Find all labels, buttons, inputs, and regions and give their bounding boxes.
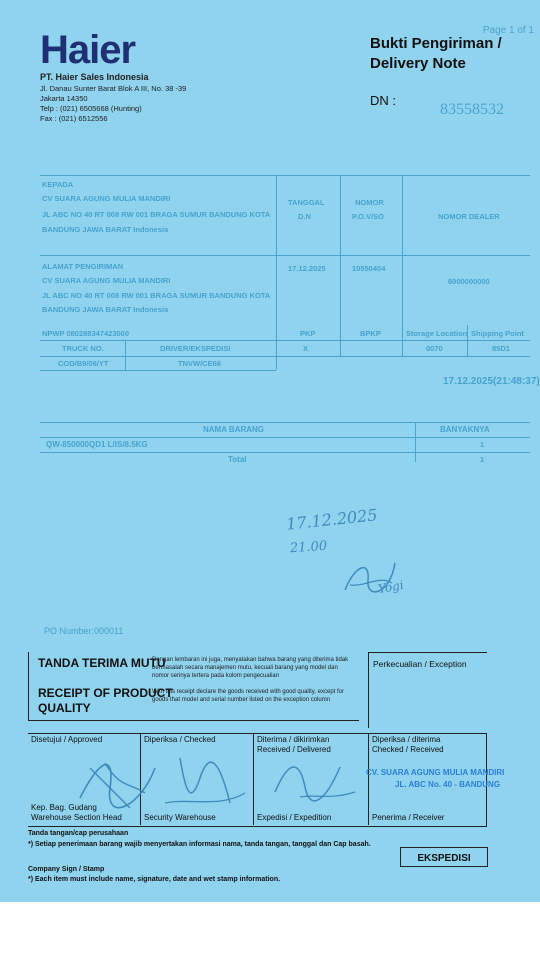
items-table-row	[40, 452, 530, 453]
haier-logo: Haier	[40, 28, 136, 72]
pkp-value: X	[303, 344, 309, 353]
customer-address-2: BANDUNG JAWA BARAT Indonesia	[42, 225, 169, 234]
sig-delivered-label-1: Diterima / dikirimkan	[257, 735, 330, 744]
sig-approved-bottom-1: Kep. Bag. Gudang	[31, 803, 97, 812]
sig-delivered-bottom: Expedisi / Expedition	[257, 813, 332, 822]
signature-scribble	[340, 555, 400, 600]
address-line-1: Jl. Danau Sunter Barat Blok A III, No. 38 -39	[40, 84, 187, 93]
stamp-line-2: JL. ABC No. 40 - BANDUNG	[395, 780, 501, 789]
order-table-row	[40, 340, 530, 341]
title-line-1: Bukti Pengiriman /	[370, 35, 502, 52]
stamp-line-1: CV. SUARA AGUNG MULIA MANDIRI	[366, 768, 505, 777]
sig-receiver-bottom: Penerima / Receiver	[372, 813, 445, 822]
receipt-text-en: With this receipt declare the goods received with good quality, except for goods that model and serial number listed on the exception column	[152, 689, 344, 703]
company-stamp-label-id: Tanda tangan/cap perusahaan	[28, 830, 129, 837]
sig-approved-label: Disetujui / Approved	[31, 735, 103, 744]
order-date: 17.12.2025	[288, 264, 326, 273]
ekspedisi-box	[400, 847, 488, 867]
item-name: QW-850000QD1 L/IS/8.5KG	[46, 440, 148, 449]
sig-delivered-label-2: Received / Delivered	[257, 745, 331, 754]
items-header-name: NAMA BARANG	[203, 425, 265, 434]
nomor-value: 10550404	[352, 264, 386, 273]
page-number: Page 1 of 1	[482, 25, 534, 36]
sig-receiver-label-1: Diperiksa / diterima	[372, 735, 441, 744]
item-qty: 1	[480, 440, 485, 449]
sig-cell-receiver	[369, 733, 486, 825]
handwritten-name: Yogi	[376, 577, 405, 597]
storage-label: Storage Location	[406, 329, 468, 338]
customer-address-1: JL ABC NO 40 RT 008 RW 001 BRAGA SUMUR BANDUNG KOTA	[42, 210, 271, 219]
kepada-label: KEPADA	[42, 180, 74, 189]
dn-col-label: D.N	[298, 212, 311, 221]
address-phone: Telp : (021) 6505668 (Hunting)	[40, 104, 142, 113]
handwritten-time: 21.00	[289, 538, 328, 557]
items-header-qty: BANYAKNYA	[440, 425, 490, 434]
address-fax: Fax : (021) 6512556	[40, 114, 108, 123]
items-table-head	[40, 437, 530, 438]
truck-label: TRUCK NO.	[62, 344, 104, 353]
title-line-2: Delivery Note	[370, 55, 466, 72]
expedition-signature	[270, 752, 360, 807]
order-table-mid	[40, 255, 530, 256]
driver-value: TNVW/CE66	[178, 359, 221, 368]
handwritten-date: 17.12.2025	[285, 505, 379, 534]
company-stamp-label-en: Company Sign / Stamp	[28, 866, 105, 873]
print-timestamp: 17.12.2025(21:48:37)	[443, 376, 540, 387]
bpkp-label: BPKP	[360, 329, 381, 338]
shipping-value: 85D1	[492, 344, 510, 353]
driver-label: DRIVER/EKSPEDISI	[160, 344, 231, 353]
sig-checked-bottom: Security Warehouse	[144, 813, 216, 822]
signature-strokes	[70, 748, 250, 820]
receipt-title-en-1: RECEIPT OF PRODUCT	[38, 686, 173, 700]
items-table-top	[40, 422, 530, 423]
tanggal-label: TANGGAL	[288, 198, 325, 207]
pkp-label: PKP	[300, 329, 316, 338]
ship-address-1: JL ABC NO 40 RT 008 RW 001 BRAGA SUMUR BANDUNG KOTA	[42, 291, 271, 300]
company-name: PT. Haier Sales Indonesia	[40, 72, 149, 82]
order-col-1	[276, 175, 277, 370]
sig-approved-bottom-2: Warehouse Section Head	[31, 813, 122, 822]
exception-label: Perkecualian / Exception	[373, 659, 467, 669]
note-en: *) Each item must include name, signature, date and wet stamp information.	[28, 876, 281, 883]
receipt-title-id: TANDA TERIMA MUTU	[38, 656, 166, 670]
sig-receiver-label-2: Checked / Received	[372, 745, 444, 754]
sig-checked-label: Diperiksa / Checked	[144, 735, 216, 744]
document-title	[370, 34, 502, 74]
order-col-2	[340, 175, 341, 356]
npwp: NPWP 080288347423000	[42, 329, 130, 338]
ekspedisi-label: EKSPEDISI	[417, 853, 471, 864]
alamat-label: ALAMAT PENGIRIMAN	[42, 262, 124, 271]
nomor-label: NOMOR	[355, 198, 384, 207]
shipping-label: Shipping Point	[471, 329, 524, 338]
dn-number: 83558532	[440, 101, 504, 118]
note-id: *) Setiap penerimaan barang wajib menyertakan informasi nama, tanda tangan, tanggal dan Cap basah.	[28, 841, 371, 848]
address-line-2: Jakarta 14350	[40, 94, 88, 103]
dealer-value: 6000000000	[448, 277, 490, 286]
po-label: P.O.V/SO	[352, 212, 384, 221]
customer-name: CV SUARA AGUNG MULIA MANDIRI	[42, 194, 171, 203]
receipt-text-id: Dengan lembaran ini juga, menyatakan bahwa barang yang diterima tidak bermasalah secara manajemen mutu, kecuali barang yang model dan nomor serinya tertera pada kolom pengecualian	[152, 657, 349, 679]
ship-name: CV SUARA AGUNG MULIA MANDIRI	[42, 276, 171, 285]
order-col-3	[402, 175, 403, 356]
ship-address-2: BANDUNG JAWA BARAT Indonesia	[42, 305, 169, 314]
total-value: 1	[480, 455, 485, 464]
storage-value: 0070	[426, 344, 443, 353]
total-label: Total	[228, 455, 247, 464]
po-number: PO Number:000011	[44, 626, 124, 636]
receipt-title-en-2: QUALITY	[38, 701, 91, 715]
order-table-row2	[40, 356, 530, 357]
items-col	[415, 422, 416, 462]
truck-value: COD/B9/06/YT	[58, 359, 109, 368]
order-table-top	[40, 175, 530, 176]
order-table-bottom	[40, 370, 276, 371]
dn-label: DN :	[370, 93, 396, 108]
dealer-label: NOMOR DEALER	[438, 212, 500, 221]
order-col-5	[125, 340, 126, 370]
